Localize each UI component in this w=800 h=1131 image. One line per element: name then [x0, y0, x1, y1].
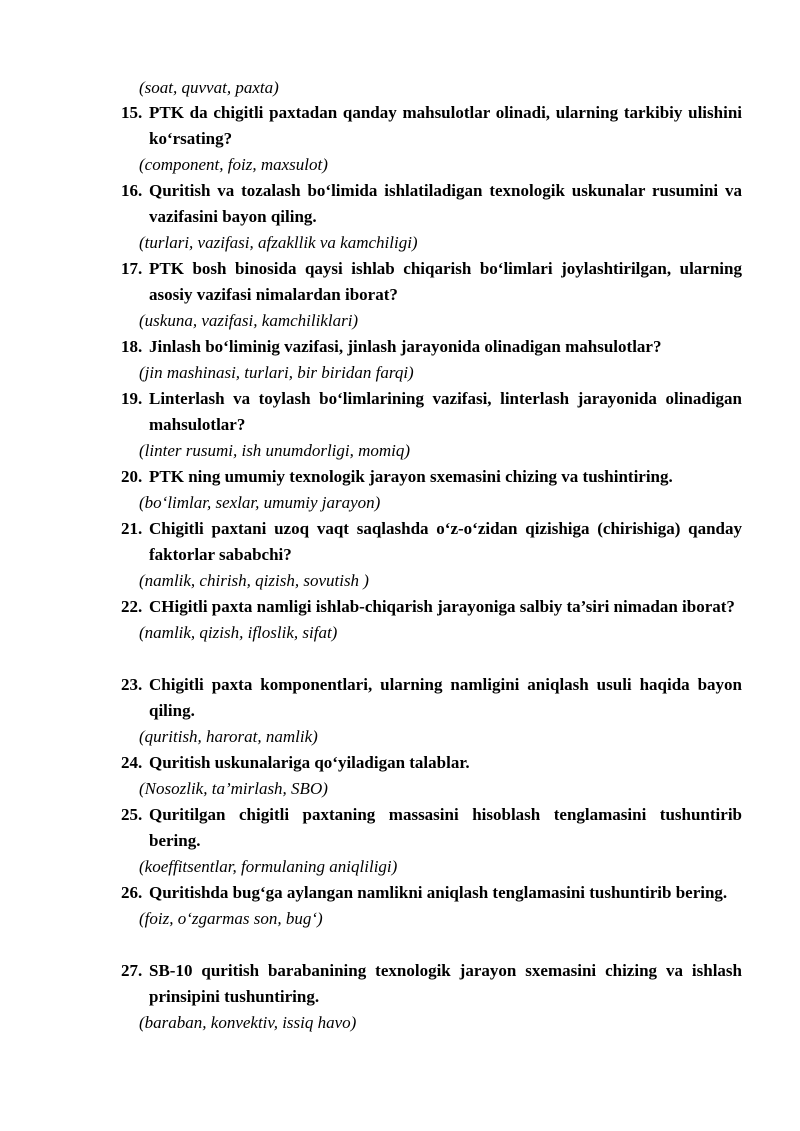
hint-text: (baraban, konvektiv, issiq havo) — [139, 1013, 357, 1032]
question-number: 24. — [121, 753, 143, 772]
question-text: Quritish uskunalariga qo‘yiladigan talablar. — [149, 753, 470, 772]
question-text: Chigitli paxtani uzoq vaqt saqlashda o‘z-o‘zidan qizishiga (chirishiga) qanday faktorlar sababchi? — [149, 519, 742, 564]
hint-text: (component, foiz, maxsulot) — [139, 155, 328, 174]
question-number: 16. — [121, 181, 143, 200]
hint-text: (turlari, vazifasi, afzakllik va kamchiligi) — [139, 233, 418, 252]
question-item — [121, 256, 742, 334]
hint-text: (soat, quvvat, paxta) — [139, 78, 279, 97]
hint-text: (jin mashinasi, turlari, bir biridan farqi) — [139, 363, 414, 382]
question-text: Chigitli paxta komponentlari, ularning namligini aniqlash usuli haqida bayon qiling. — [149, 675, 742, 720]
hint-text: (bo‘limlar, sexlar, umumiy jarayon) — [139, 493, 381, 512]
hint-text: (namlik, chirish, qizish, sovutish ) — [139, 571, 369, 590]
question-text: PTK ning umumiy texnologik jarayon sxemasini chizing va tushintiring. — [149, 467, 673, 486]
hint-text: (linter rusumi, ish unumdorligi, momiq) — [139, 441, 411, 460]
question-number: 21. — [121, 519, 143, 538]
question-text: SB-10 quritish barabanining texnologik jarayon sxemasini chizing va ishlash prinsipini tushuntiring. — [149, 961, 742, 1006]
question-item — [121, 386, 742, 464]
question-text: CHigitli paxta namligi ishlab-chiqarish jarayoniga salbiy ta’siri nimadan iborat? — [149, 597, 735, 616]
question-number: 26. — [121, 883, 143, 902]
question-number: 25. — [121, 805, 143, 824]
hint-text: (Nosozlik, ta’mirlash, SBO) — [139, 779, 328, 798]
question-item — [121, 958, 742, 1036]
question-text: PTK bosh binosida qaysi ishlab chiqarish bo‘limlari joylashtirilgan, ularning asosiy vazifasi nimalardan iborat? — [149, 259, 742, 304]
hint-text: (foiz, o‘zgarmas son, bug‘) — [139, 909, 323, 928]
question-item — [121, 516, 742, 594]
question-item — [121, 672, 742, 750]
hint-text: (quritish, harorat, namlik) — [139, 727, 318, 746]
question-number: 22. — [121, 597, 143, 616]
question-text: PTK da chigitli paxtadan qanday mahsulotlar olinadi, ularning tarkibiy ulishini ko‘rsating? — [149, 103, 742, 148]
question-item — [121, 750, 742, 802]
question-text: Jinlash bo‘liminig vazifasi, jinlash jarayonida olinadigan mahsulotlar? — [149, 337, 662, 356]
question-item — [121, 100, 742, 178]
question-number: 27. — [121, 961, 143, 980]
question-item — [121, 334, 742, 386]
question-item — [121, 178, 742, 256]
hint-text: (uskuna, vazifasi, kamchiliklari) — [139, 311, 359, 330]
question-text: Quritilgan chigitli paxtaning massasini hisoblash tenglamasini tushuntirib bering. — [149, 805, 742, 850]
question-item — [121, 594, 742, 646]
question-number: 17. — [121, 259, 143, 278]
question-number: 19. — [121, 389, 143, 408]
question-item — [121, 802, 742, 880]
hint-text: (namlik, qizish, ifloslik, sifat) — [139, 623, 338, 642]
question-text: Quritish va tozalash bo‘limida ishlatiladigan texnologik uskunalar rusumini va vazifasini bayon qiling. — [149, 181, 742, 226]
question-item — [121, 880, 742, 932]
question-number: 18. — [121, 337, 143, 356]
question-item — [121, 464, 742, 516]
question-number: 20. — [121, 467, 143, 486]
hint-text: (koeffitsentlar, formulaning aniqliligi) — [139, 857, 398, 876]
question-text: Linterlash va toylash bo‘limlarining vazifasi, linterlash jarayonida olinadigan mahsulotlar? — [149, 389, 742, 434]
question-number: 23. — [121, 675, 143, 694]
question-text: Quritishda bug‘ga aylangan namlikni aniqlash tenglamasini tushuntirib bering. — [149, 883, 728, 902]
question-number: 15. — [121, 103, 143, 122]
